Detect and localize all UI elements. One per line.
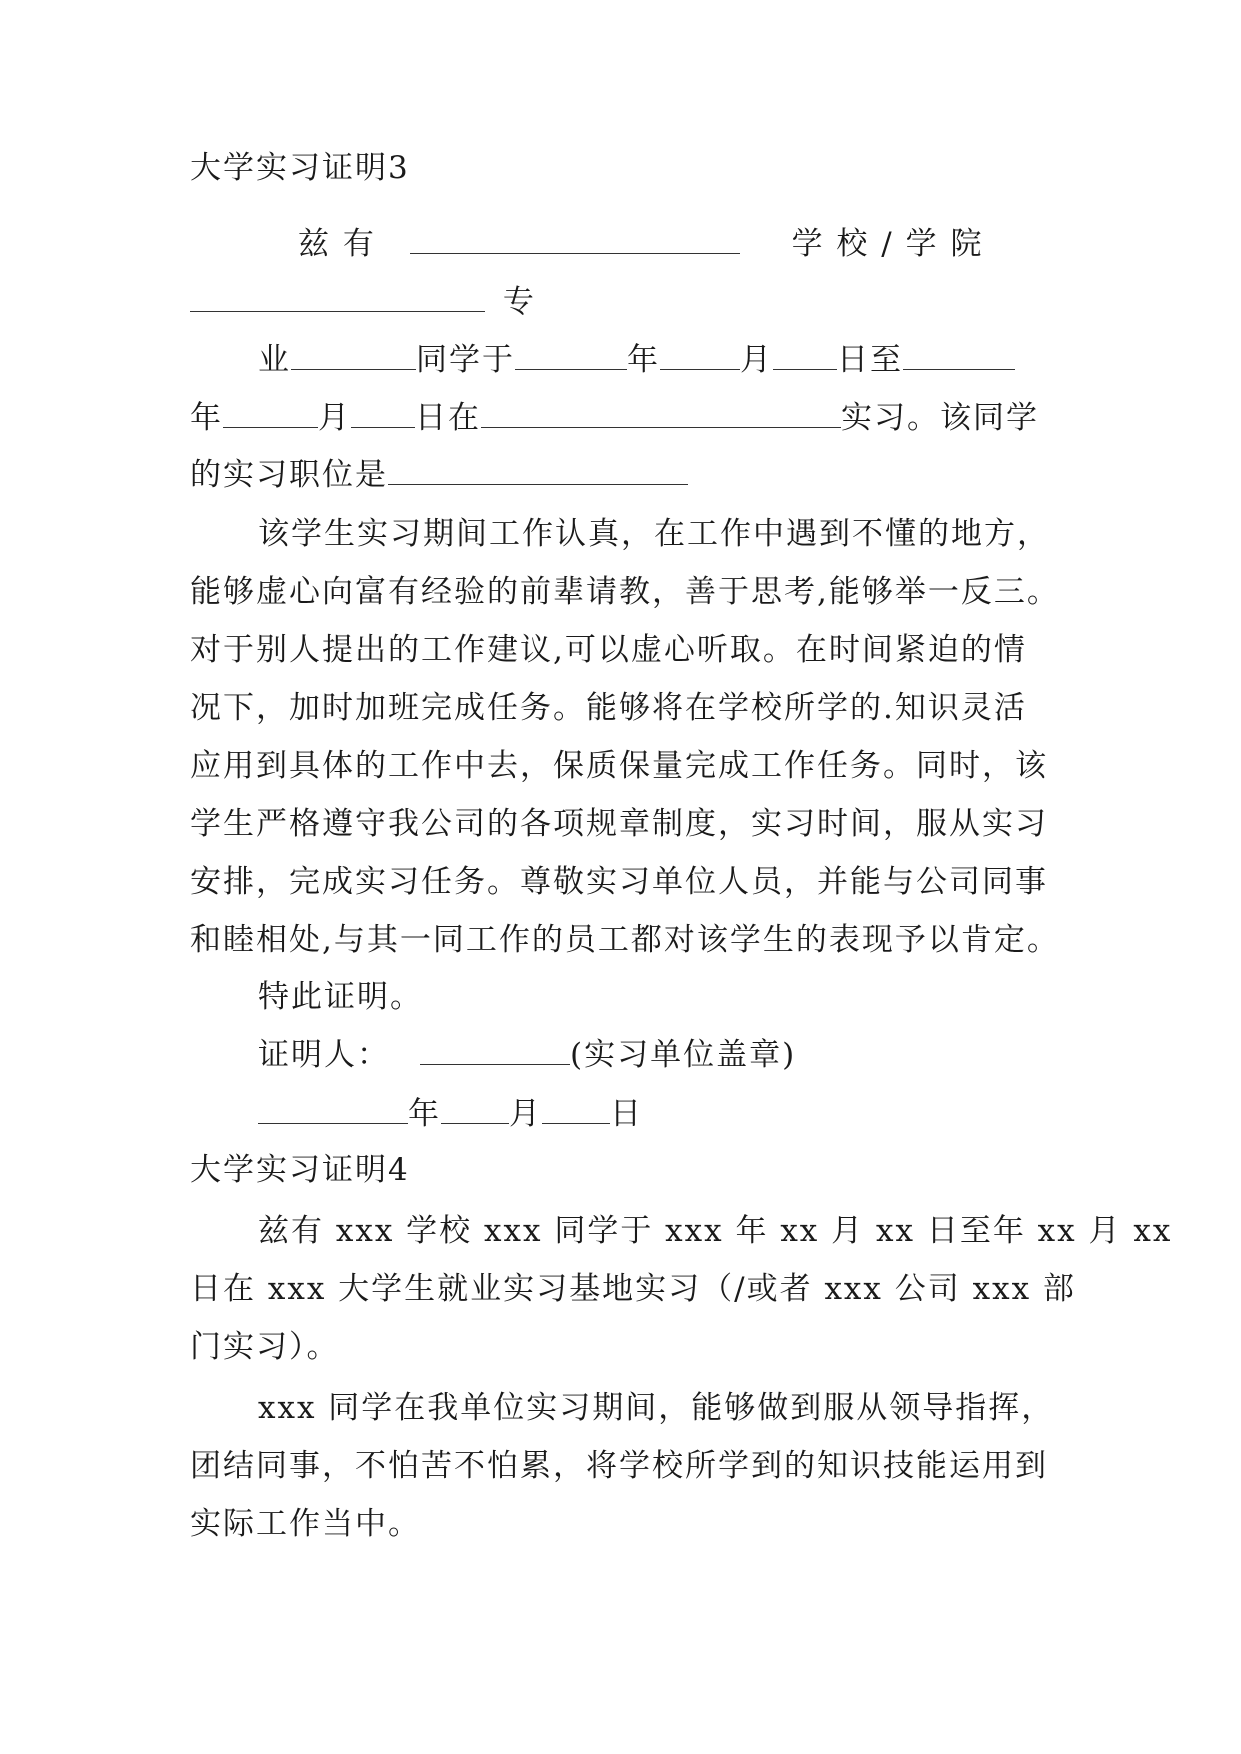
section3-line4: [190, 398, 1039, 438]
blank-end-day[interactable]: [351, 399, 415, 428]
blank-sign-month[interactable]: [441, 1095, 509, 1124]
blank-position[interactable]: [388, 456, 688, 485]
paragraph-line: 况下，加时加班完成任务。能够将在学校所学的.知识灵活: [190, 690, 1027, 726]
blank-sign-year[interactable]: [258, 1095, 408, 1124]
text-fragment: 兹 有: [298, 226, 376, 262]
section3-title: 大学实习证明3: [190, 150, 410, 186]
text-fragment: 年: [190, 400, 223, 436]
closing-text: 特此证明。: [258, 979, 423, 1015]
text-fragment: 日: [610, 1096, 643, 1132]
paragraph-line: 团结同事，不怕苦不怕累，将学校所学到的知识技能运用到: [190, 1448, 1048, 1484]
paragraph-line: 该学生实习期间工作认真，在工作中遇到不懂的地方，: [258, 516, 1050, 552]
text-fragment: 学 校 / 学 院: [791, 226, 984, 262]
text-fragment: 实习。该同学: [841, 400, 1039, 436]
text-fragment: 月: [740, 342, 773, 378]
paragraph-line: 和睦相处,与其一同工作的员工都对该学生的表现予以肯定。: [190, 922, 1060, 958]
text-fragment: 年: [408, 1096, 441, 1132]
section3-line5: [190, 455, 688, 495]
paragraph-line: 应用到具体的工作中去，保质保量完成工作任务。同时，该: [190, 748, 1048, 784]
section4-title: 大学实习证明4: [190, 1152, 410, 1188]
paragraph-line: 学生严格遵守我公司的各项规章制度，实习时间，服从实习: [190, 806, 1048, 842]
text-fragment: 专: [502, 284, 536, 320]
blank-end-year[interactable]: [903, 341, 1015, 370]
text-fragment: 业: [258, 342, 291, 378]
blank-major[interactable]: [291, 341, 416, 370]
text-fragment: 月: [318, 400, 351, 436]
text-fragment: 同学于: [416, 342, 515, 378]
date-line: [258, 1094, 643, 1134]
paragraph-line: xxx 同学在我单位实习期间，能够做到服从领导指挥，: [258, 1390, 1055, 1426]
blank-start-year[interactable]: [515, 341, 627, 370]
blank-start-day[interactable]: [773, 341, 837, 370]
text-fragment: 的实习职位是: [190, 457, 388, 493]
text-fragment: 月: [509, 1096, 542, 1132]
certifier-line: [258, 1035, 796, 1075]
blank-start-month[interactable]: [660, 341, 740, 370]
text-fragment: 日至: [837, 342, 903, 378]
certifier-label: 证明人：: [258, 1037, 390, 1073]
blank-sign-day[interactable]: [542, 1095, 610, 1124]
section3-line2: [190, 282, 536, 322]
certifier-suffix: (实习单位盖章): [570, 1037, 797, 1073]
section3-line1: [298, 224, 1048, 264]
blank-certifier[interactable]: [420, 1036, 570, 1065]
text-fragment: 年: [627, 342, 660, 378]
section3-line3: [258, 340, 1015, 380]
text-fragment: 日在: [415, 400, 481, 436]
paragraph-line: 兹有 xxx 学校 xxx 同学于 xxx 年 xx 月 xx 日至年 xx 月 xx: [258, 1213, 1173, 1249]
paragraph-line: 能够虚心向富有经验的前辈请教，善于思考,能够举一反三。: [190, 574, 1060, 610]
paragraph-line: 日在 xxx 大学生就业实习基地实习（/或者 xxx 公司 xxx 部: [190, 1271, 1076, 1307]
paragraph-line: 对于别人提出的工作建议,可以虚心听取。在时间紧迫的情: [190, 632, 1027, 668]
blank-college[interactable]: [190, 283, 485, 312]
blank-end-month[interactable]: [223, 399, 318, 428]
blank-company[interactable]: [481, 399, 841, 428]
paragraph-line: 门实习）。: [190, 1329, 340, 1365]
blank-school[interactable]: [410, 225, 740, 254]
paragraph-line: 安排，完成实习任务。尊敬实习单位人员，并能与公司同事: [190, 864, 1048, 900]
paragraph-line: 实际工作当中。: [190, 1506, 421, 1542]
